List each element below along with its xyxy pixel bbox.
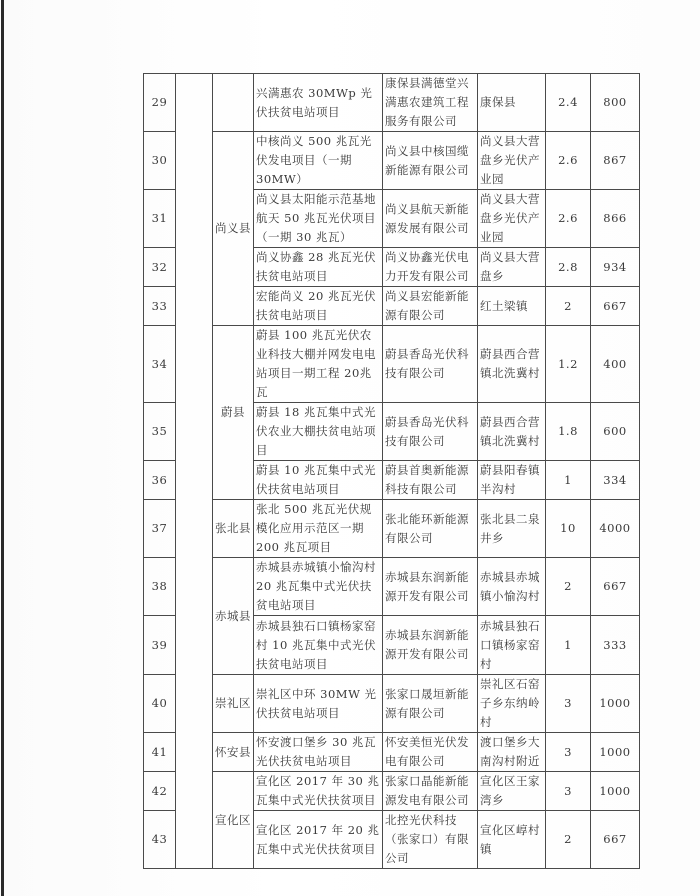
row-number: 35 (144, 403, 176, 461)
table-row (144, 132, 640, 190)
company-cell: 张家口晟垣新能源有限公司 (383, 675, 478, 733)
households-cell: 866 (591, 190, 640, 248)
location-cell: 赤城县独石口镇杨家窑村 (478, 616, 546, 675)
households-cell: 4000 (591, 500, 640, 558)
scale-cell: 2 (546, 558, 591, 616)
project-name-cell: 宣化区 2017 年 30 兆瓦集中式光伏扶贫项目 (254, 772, 383, 811)
project-name-cell: 崇礼区中环 30MW 光伏扶贫电站项目 (254, 675, 383, 733)
households-cell: 1000 (591, 675, 640, 733)
company-cell: 蔚县首奥新能源科技有限公司 (383, 461, 478, 500)
scale-cell: 3 (546, 772, 591, 811)
company-cell: 尚义协鑫光伏电力开发有限公司 (383, 248, 478, 287)
households-cell: 934 (591, 248, 640, 287)
county-cell: 张北县 (213, 500, 254, 558)
table-row (144, 558, 640, 616)
table-row (144, 500, 640, 558)
scale-cell: 1.2 (546, 326, 591, 403)
location-cell: 蔚县西合营镇北洗冀村 (478, 403, 546, 461)
company-cell: 怀安美恒光伏发电有限公司 (383, 733, 478, 772)
company-cell: 康保县满德堂兴满惠农建筑工程服务有限公司 (383, 74, 478, 132)
city-cell (176, 74, 213, 869)
row-number: 42 (144, 772, 176, 811)
table-row (144, 675, 640, 733)
households-cell: 334 (591, 461, 640, 500)
project-name-cell: 蔚县 100 兆瓦光伏农业科技大棚并网发电电站项目一期工程 20兆瓦 (254, 326, 383, 403)
row-number: 37 (144, 500, 176, 558)
row-number: 41 (144, 733, 176, 772)
company-cell: 北控光伏科技（张家口）有限公司 (383, 811, 478, 869)
project-name-cell: 张北 500 兆瓦光伏规模化应用示范区一期200 兆瓦项目 (254, 500, 383, 558)
scale-cell: 2.6 (546, 132, 591, 190)
scale-cell: 1 (546, 461, 591, 500)
company-cell: 张北能环新能源有限公司 (383, 500, 478, 558)
company-cell: 尚义县航天新能源发展有限公司 (383, 190, 478, 248)
location-cell: 崇礼区石窑子乡东纳岭村 (478, 675, 546, 733)
scale-cell: 2.8 (546, 248, 591, 287)
company-cell: 尚义县宏能新能源有限公司 (383, 287, 478, 326)
county-cell: 蔚县 (213, 326, 254, 500)
project-name-cell: 中核尚义 500 兆瓦光伏发电项目（一期30MW） (254, 132, 383, 190)
project-name-cell: 蔚县 18 兆瓦集中式光伏农业大棚扶贫电站项目 (254, 403, 383, 461)
project-name-cell: 宣化区 2017 年 20 兆瓦集中式光伏扶贫项目 (254, 811, 383, 869)
scale-cell: 3 (546, 675, 591, 733)
location-cell: 赤城县赤城镇小愉沟村 (478, 558, 546, 616)
row-number: 34 (144, 326, 176, 403)
county-cell: 崇礼区 (213, 675, 254, 733)
households-cell: 667 (591, 287, 640, 326)
project-name-cell: 尚义协鑫 28 兆瓦光伏扶贫电站项目 (254, 248, 383, 287)
row-number: 43 (144, 811, 176, 869)
scale-cell: 3 (546, 733, 591, 772)
households-cell: 667 (591, 811, 640, 869)
scale-cell: 2.6 (546, 190, 591, 248)
scale-cell: 1.8 (546, 403, 591, 461)
scale-cell: 2 (546, 811, 591, 869)
company-cell: 张家口晶能新能源发电有限公司 (383, 772, 478, 811)
table-row (144, 74, 640, 132)
households-cell: 600 (591, 403, 640, 461)
location-cell: 渡口堡乡大南沟村附近 (478, 733, 546, 772)
project-name-cell: 赤城县独石口镇杨家窑村 10 兆瓦集中式光伏扶贫电站项目 (254, 616, 383, 675)
company-cell: 赤城县东润新能源开发有限公司 (383, 616, 478, 675)
location-cell: 蔚县阳春镇半沟村 (478, 461, 546, 500)
county-cell (213, 74, 254, 132)
project-name-cell: 尚义县太阳能示范基地航天 50 兆瓦光伏项目（一期 30 兆瓦） (254, 190, 383, 248)
company-cell: 尚义县中核国缆新能源有限公司 (383, 132, 478, 190)
scale-cell: 2.4 (546, 74, 591, 132)
location-cell: 康保县 (478, 74, 546, 132)
project-name-cell: 兴满惠农 30MWp 光伏扶贫电站项目 (254, 74, 383, 132)
scale-cell: 1 (546, 616, 591, 675)
location-cell: 张北县二泉井乡 (478, 500, 546, 558)
households-cell: 1000 (591, 733, 640, 772)
row-number: 29 (144, 74, 176, 132)
project-name-cell: 蔚县 10 兆瓦集中式光伏扶贫电站项目 (254, 461, 383, 500)
location-cell: 蔚县西合营镇北洗冀村 (478, 326, 546, 403)
households-cell: 1000 (591, 772, 640, 811)
households-cell: 867 (591, 132, 640, 190)
project-name-cell: 宏能尚义 20 兆瓦光伏扶贫电站项目 (254, 287, 383, 326)
project-name-cell: 怀安渡口堡乡 30 兆瓦光伏扶贫电站项目 (254, 733, 383, 772)
location-cell: 尚义县大营盘乡光伏产业园 (478, 132, 546, 190)
company-cell: 蔚县香岛光伏科技有限公司 (383, 326, 478, 403)
households-cell: 667 (591, 558, 640, 616)
row-number: 30 (144, 132, 176, 190)
location-cell: 尚义县大营盘乡 (478, 248, 546, 287)
row-number: 36 (144, 461, 176, 500)
row-number: 38 (144, 558, 176, 616)
row-number: 33 (144, 287, 176, 326)
row-number: 32 (144, 248, 176, 287)
location-cell: 红土梁镇 (478, 287, 546, 326)
row-number: 40 (144, 675, 176, 733)
households-cell: 800 (591, 74, 640, 132)
location-cell: 宣化区王家湾乡 (478, 772, 546, 811)
county-cell: 宣化区 (213, 772, 254, 869)
row-number: 31 (144, 190, 176, 248)
scale-cell: 10 (546, 500, 591, 558)
page-edge-border (1, 0, 4, 896)
table-row (144, 326, 640, 403)
location-cell: 尚义县大营盘乡光伏产业园 (478, 190, 546, 248)
project-name-cell: 赤城县赤城镇小愉沟村 20 兆瓦集中式光伏扶贫电站项目 (254, 558, 383, 616)
table-row (144, 733, 640, 772)
location-cell: 宣化区崞村镇 (478, 811, 546, 869)
company-cell: 蔚县香岛光伏科技有限公司 (383, 403, 478, 461)
row-number: 39 (144, 616, 176, 675)
company-cell: 赤城县东润新能源开发有限公司 (383, 558, 478, 616)
scale-cell: 2 (546, 287, 591, 326)
county-cell: 怀安县 (213, 733, 254, 772)
county-cell: 尚义县 (213, 132, 254, 326)
table-row (144, 772, 640, 811)
households-cell: 333 (591, 616, 640, 675)
households-cell: 400 (591, 326, 640, 403)
pv-poverty-alleviation-projects-table (143, 73, 640, 869)
county-cell: 赤城县 (213, 558, 254, 675)
